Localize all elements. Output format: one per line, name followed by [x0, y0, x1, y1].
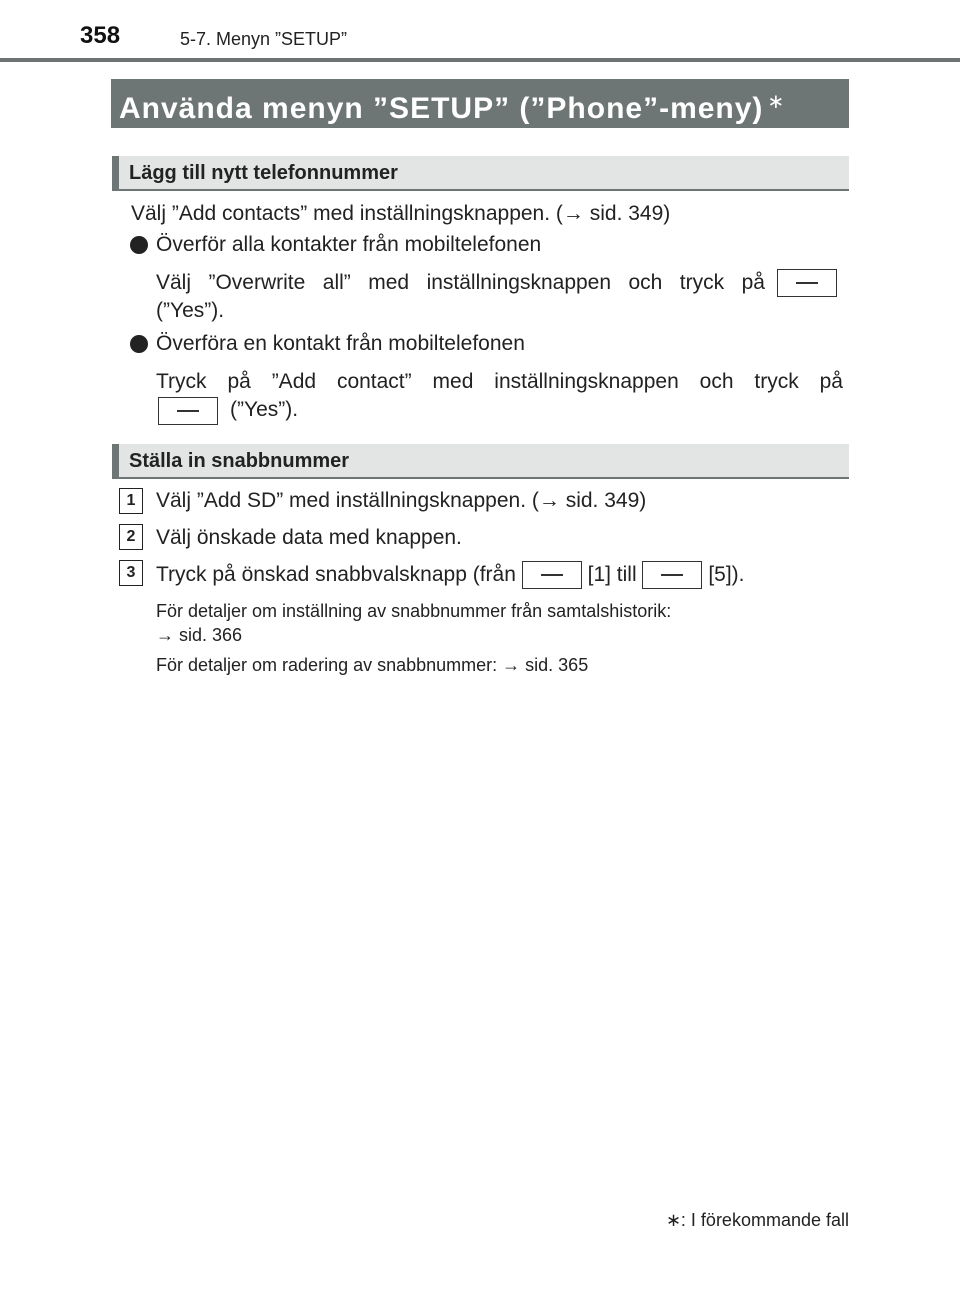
yes-button-icon [158, 397, 218, 425]
page-title-text: Använda menyn ”SETUP” (”Phone”-meny) [119, 92, 764, 125]
bullet-icon [130, 236, 148, 254]
step-3-text: Tryck på önskad snabbvalsknapp (från [1] till [5]). [156, 561, 745, 589]
note-delete-speed-dial: För detaljer om radering av snabbnummer: → sid. 365 [156, 655, 589, 675]
option-transfer-all-instruction: Välj ”Overwrite all” med inställningsknappen och tryck på [156, 271, 765, 294]
step-2-text: Välj önskade data med knappen. [156, 526, 462, 549]
yes-button-icon [777, 269, 837, 297]
page-title [111, 79, 849, 128]
option-transfer-all-title: Överför alla kontakter från mobiltelefonen [156, 233, 542, 256]
section-breadcrumb: 5-7. Menyn ”SETUP” [180, 29, 348, 49]
footnote-text: : I förekommande fall [680, 1210, 849, 1230]
page-header [0, 0, 960, 64]
asterisk-marker: ∗ [665, 1210, 681, 1230]
option-transfer-one-instruction: Tryck på ”Add contact” med inställningsknappen och tryck på [156, 370, 843, 393]
page-number: 358 [80, 22, 121, 49]
option-transfer-all-yes: (”Yes”). [156, 299, 225, 322]
step-number-2: 2 [119, 524, 143, 550]
speed-dial-button-icon [642, 561, 702, 589]
add-contacts-instruction: Välj ”Add contacts” med inställningsknappen. (→ sid. 349) [131, 202, 671, 225]
option-transfer-one-title: Överföra en kontakt från mobiltelefonen [156, 332, 525, 355]
bullet-icon [130, 335, 148, 353]
speed-dial-button-icon [522, 561, 582, 589]
section-heading-speed-dial: Ställa in snabbnummer [112, 444, 849, 479]
asterisk-marker: ∗ [767, 91, 786, 113]
header-divider [0, 58, 960, 62]
step-1-text: Välj ”Add SD” med inställningsknappen. (→ sid. 349) [156, 489, 647, 512]
step-number-1: 1 [119, 488, 143, 514]
footnote [666, 1208, 849, 1232]
option-transfer-one-yes: (”Yes”). [230, 398, 299, 421]
step-number-3: 3 [119, 560, 143, 586]
note-call-history: För detaljer om inställning av snabbnummer från samtalshistorik: → sid. 366 [156, 601, 672, 645]
section-heading-add-number: Lägg till nytt telefonnummer [112, 156, 849, 191]
